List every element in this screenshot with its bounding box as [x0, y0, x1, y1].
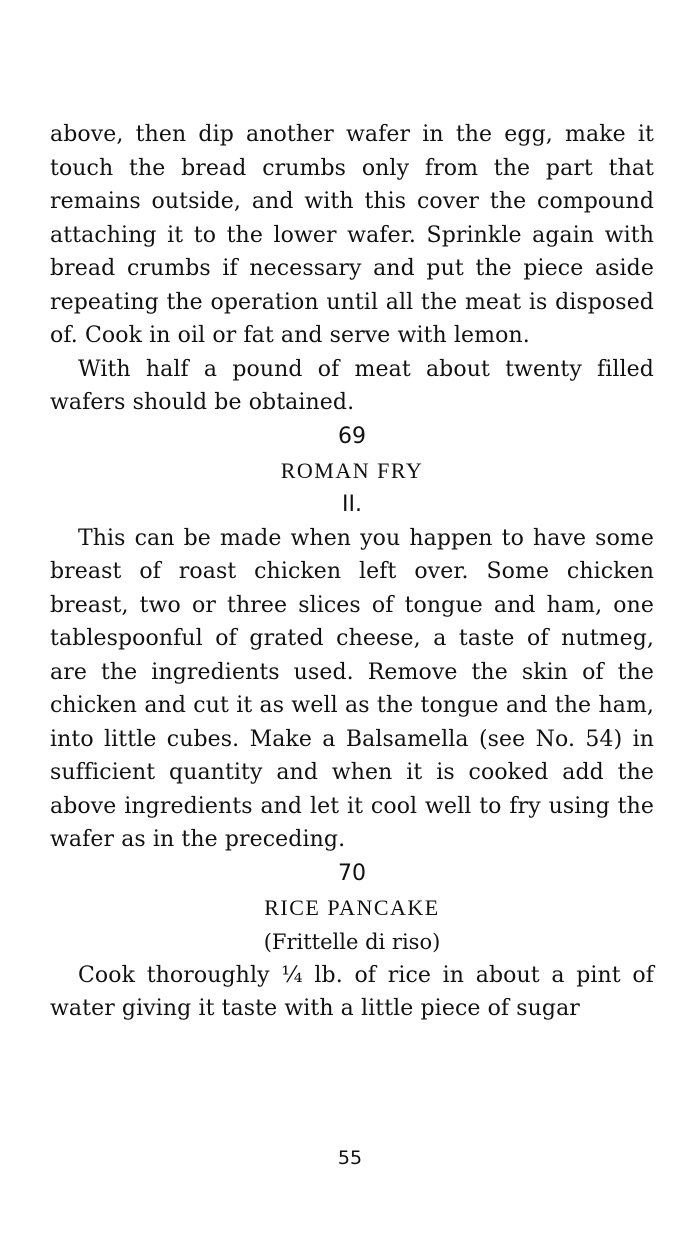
paragraph-rice-pancake: Cook thoroughly ¼ lb. of rice in about a pint of water giving it taste with a little piece of sugar [50, 962, 654, 1021]
recipe-part-label: II. [342, 491, 362, 517]
paragraph-roman-fry: This can be made when you happen to have some breast of roast chicken left over. Some chicken breast, two or three slices of tongue and ham, one tablespoonful of grated cheese, a taste of nutmeg, are the ingredients used. Remove the skin of the chicken and cut it as well as the tongue and the ham, into little cubes. Make a Balsamella (see No. 54) in sufficient quantity and when it is cooked add the above ingredients and let it cool well to fry using the wafer as in the preceding. [50, 525, 654, 852]
recipe-title-rice-pancake: RICE PANCAKE [264, 894, 440, 920]
recipe-title-roman-fry: ROMAN FRY [280, 457, 424, 483]
recipe-number-69: 69 [338, 423, 366, 449]
recipe-subtitle-italian: (Frittelle di riso) [263, 929, 441, 954]
page-number: 55 [337, 1147, 363, 1169]
page-body [50, 118, 654, 1026]
paragraph-continuation: above, then dip another wafer in the egg, make it touch the bread crumbs only from the part that remains outside, and with this cover the compound attaching it to the lower wafer. Sprinkle again with bread crumbs if necessary and put the piece aside repeating the operation until all the meat is disposed of. Cook in oil or fat and serve with lemon. [50, 122, 654, 348]
paragraph-yield: With half a pound of meat about twenty filled wafers should be obtained. [50, 356, 654, 415]
recipe-number-70: 70 [338, 860, 366, 886]
